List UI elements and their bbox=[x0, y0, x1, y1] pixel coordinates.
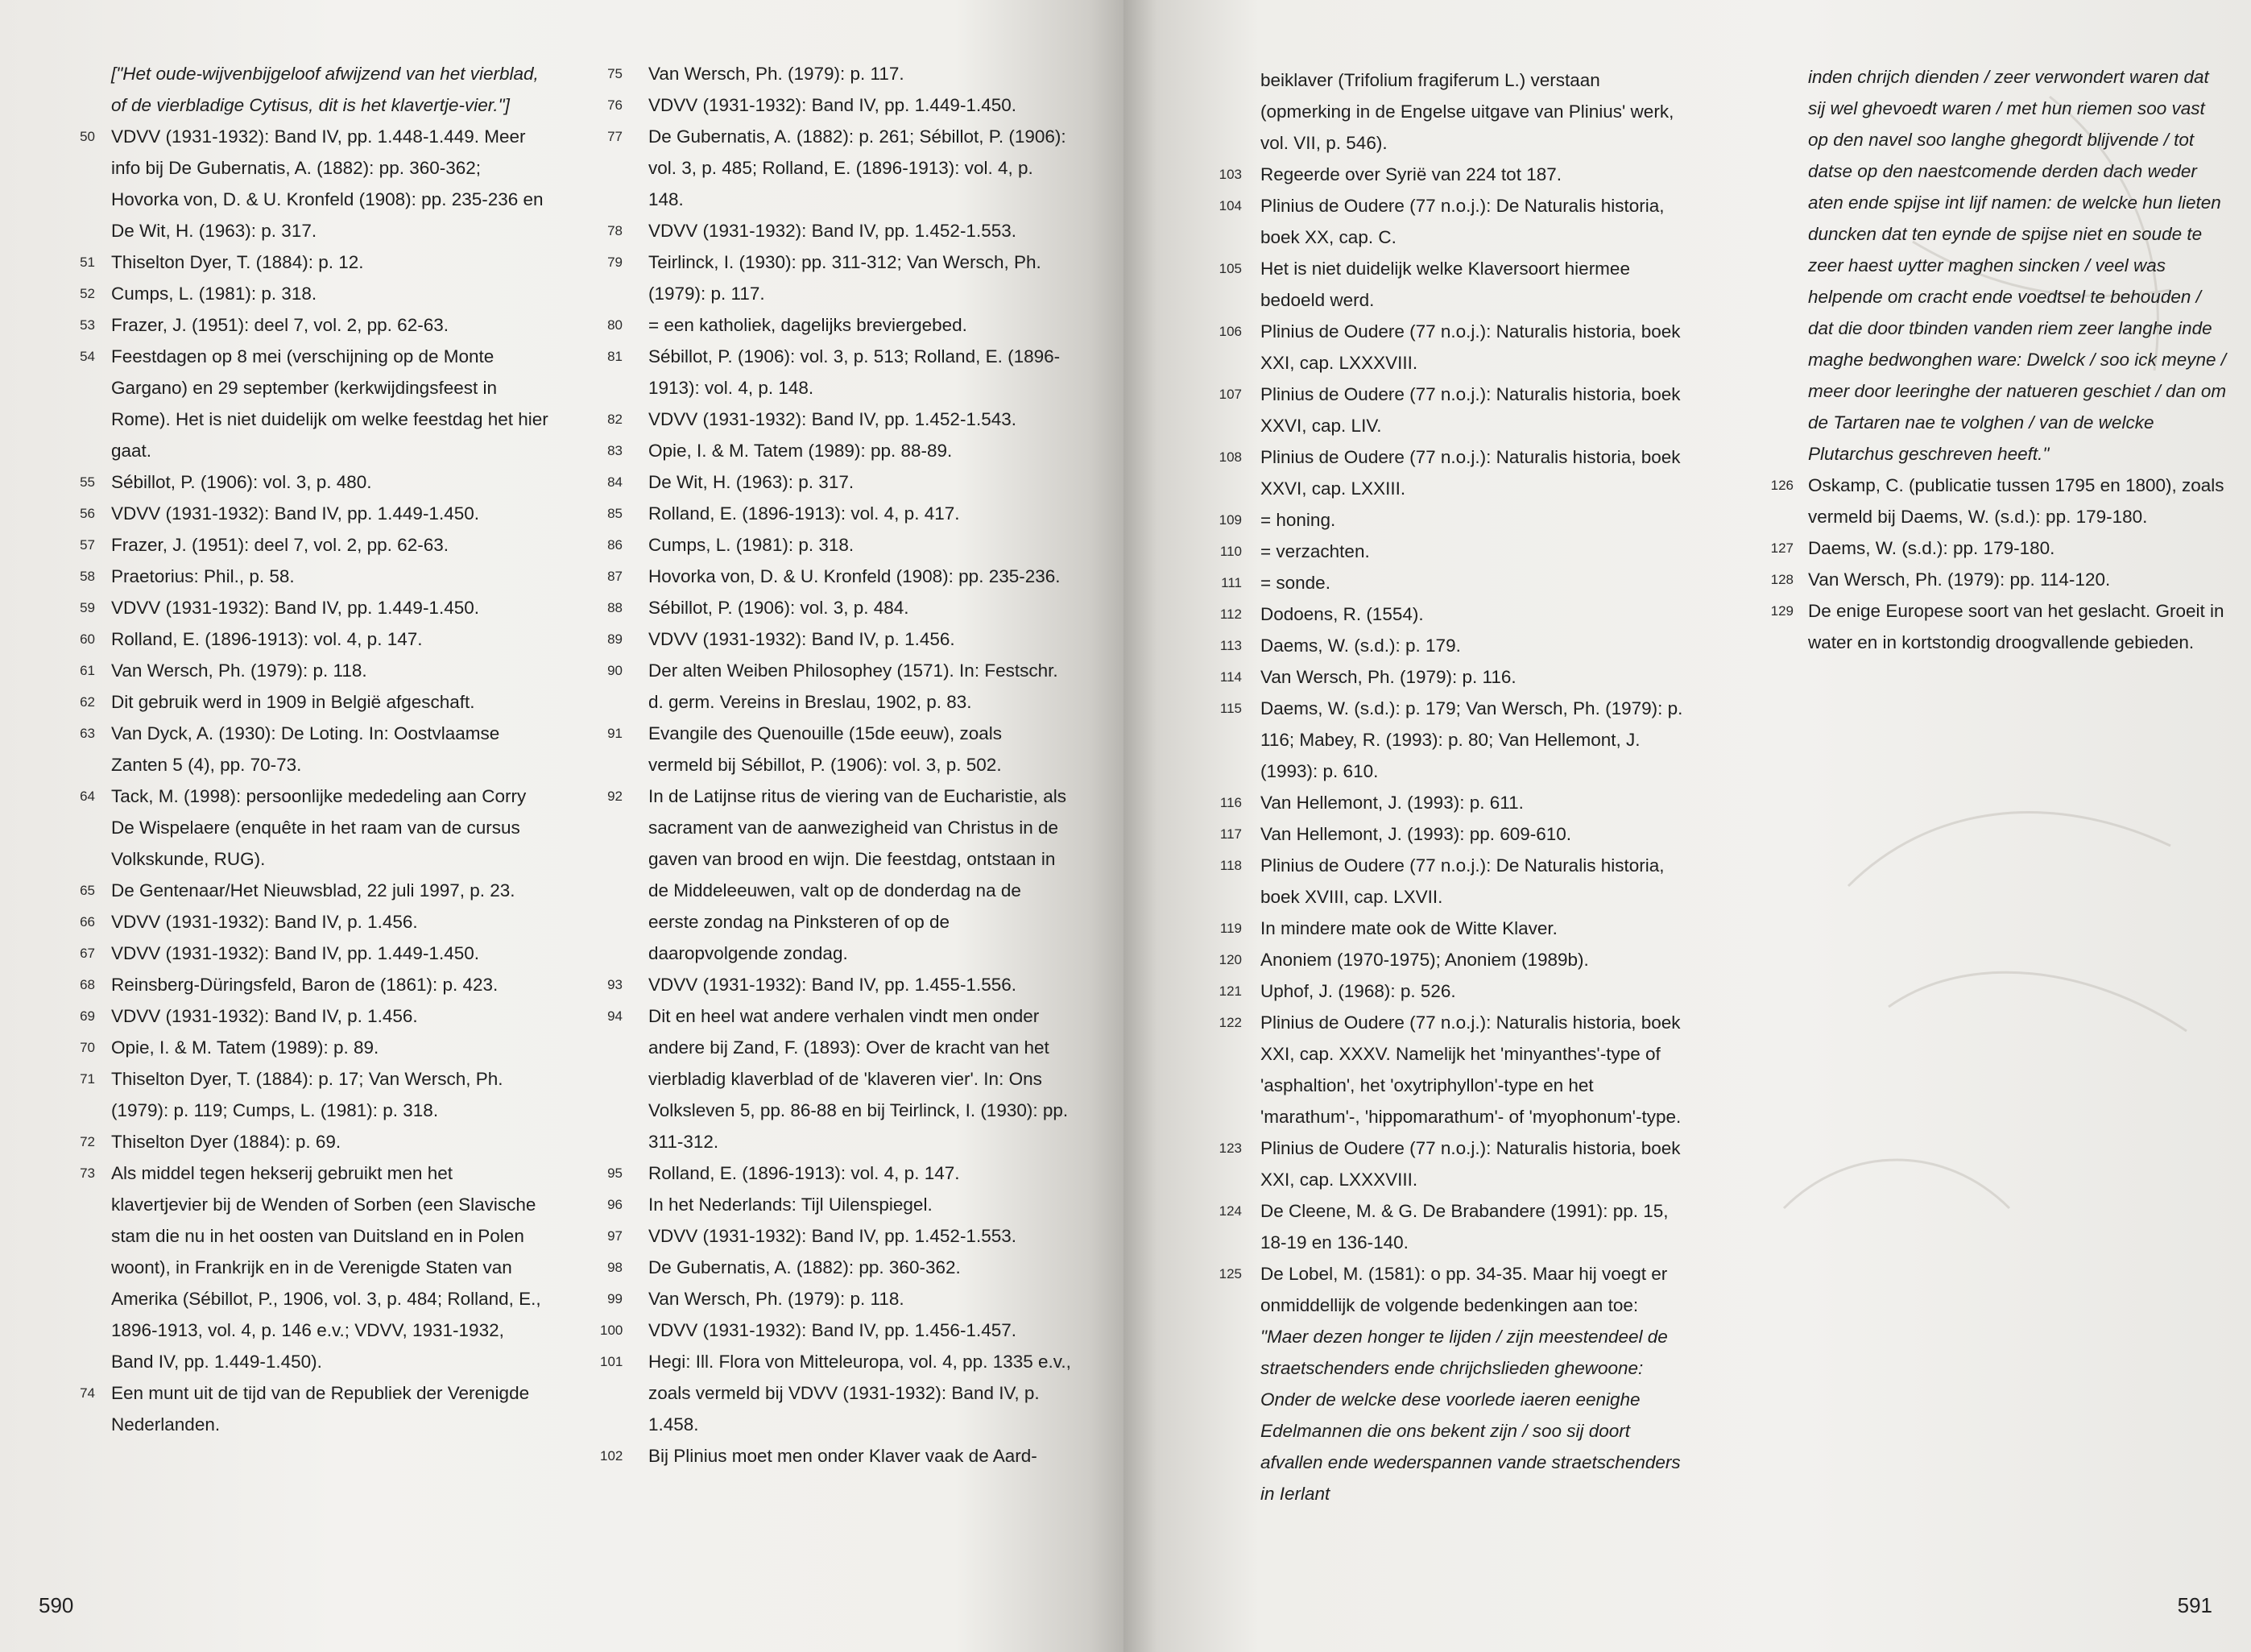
footnote-text: = sonde. bbox=[1260, 573, 1330, 593]
footnote bbox=[600, 592, 1071, 623]
footnote-text: VDVV (1931-1932): Band IV, pp. 1.448-1.449. Meer info bij De Gubernatis, A. (1882): pp. 360-362; Hovorka von, D. & U. Kronfeld (1908): pp. 235-236 en De Wit, H. (1963): p. 317. bbox=[111, 126, 544, 241]
footnote-text: De Cleene, M. & G. De Brabandere (1991): pp. 15, 18-19 en 136-140. bbox=[1260, 1201, 1669, 1252]
footnote-number: 107 bbox=[1219, 387, 1242, 402]
footnote-text: Plinius de Oudere (77 n.o.j.): De Naturalis historia, boek XVIII, cap. LXVII. bbox=[1260, 855, 1665, 907]
footnote-text: Plinius de Oudere (77 n.o.j.): Naturalis historia, boek XXI, cap. LXXXVIII. bbox=[1260, 321, 1681, 373]
footnote bbox=[74, 309, 549, 341]
footnote-number: 96 bbox=[607, 1197, 623, 1212]
footnote-text: Van Wersch, Ph. (1979): p. 116. bbox=[1260, 667, 1517, 687]
footnote-number: 125 bbox=[1219, 1266, 1242, 1281]
footnote bbox=[74, 938, 549, 969]
footnote-number: 86 bbox=[607, 537, 623, 553]
footnote-number: 64 bbox=[80, 789, 95, 804]
footnote bbox=[74, 780, 549, 875]
footnote bbox=[1216, 316, 1683, 379]
footnote bbox=[600, 121, 1071, 215]
footnote bbox=[74, 686, 549, 718]
footnote bbox=[1216, 379, 1683, 441]
footnote-text: Van Wersch, Ph. (1979): p. 118. bbox=[648, 1289, 904, 1309]
right-page bbox=[1123, 0, 2251, 1652]
footnote bbox=[1760, 595, 2227, 658]
footnote-number: 102 bbox=[600, 1448, 623, 1464]
footnote bbox=[74, 246, 549, 278]
footnote bbox=[74, 1063, 549, 1126]
footnote bbox=[600, 89, 1071, 121]
footnote-number: 90 bbox=[607, 663, 623, 678]
footnote-number: 63 bbox=[80, 726, 95, 741]
footnote-text: beiklaver (Trifolium fragiferum L.) verstaan (opmerking in de Engelse uitgave van Plinius' werk, vol. VII, p. 546). bbox=[1260, 70, 1674, 153]
footnote-text: ["Het oude-wijvenbijgeloof afwijzend van het vierblad, of de vierbladige Cytisus, dit is het klavertje-vier."] bbox=[111, 64, 539, 115]
footnote-text: Reinsberg-Düringsfeld, Baron de (1861): p. 423. bbox=[111, 975, 499, 995]
footnote bbox=[1216, 1258, 1683, 1321]
footnote-text: Plinius de Oudere (77 n.o.j.): De Naturalis historia, boek XX, cap. C. bbox=[1260, 196, 1665, 247]
footnote bbox=[600, 309, 1071, 341]
footnote-number: 128 bbox=[1770, 572, 1794, 587]
footnote-number: 51 bbox=[80, 255, 95, 270]
footnote-text: Uphof, J. (1968): p. 526. bbox=[1260, 981, 1456, 1001]
footnote-number: 62 bbox=[80, 694, 95, 710]
footnote-number: 78 bbox=[607, 223, 623, 238]
footnote bbox=[74, 341, 549, 466]
footnote bbox=[600, 1315, 1071, 1346]
footnote bbox=[1760, 564, 2227, 595]
footnote-number: 103 bbox=[1219, 167, 1242, 182]
footnote bbox=[1216, 1007, 1683, 1132]
footnote-text: Dodoens, R. (1554). bbox=[1260, 604, 1424, 624]
footnote-number: 112 bbox=[1219, 607, 1242, 622]
footnote-text: De Gubernatis, A. (1882): p. 261; Sébillot, P. (1906): vol. 3, p. 485; Rolland, E. (1896-1913): vol. 4, p. 148. bbox=[648, 126, 1066, 209]
footnote-text: De Gentenaar/Het Nieuwsblad, 22 juli 1997, p. 23. bbox=[111, 880, 515, 901]
footnote-number: 66 bbox=[80, 914, 95, 930]
footnote bbox=[74, 655, 549, 686]
footnote-text: Hovorka von, D. & U. Kronfeld (1908): pp. 235-236. bbox=[648, 566, 1061, 586]
footnote bbox=[600, 246, 1071, 309]
footnote-text: In de Latijnse ritus de viering van de Eucharistie, als sacrament van de aanwezigheid van Christus in de gaven van brood en wijn. Die feestdag, ontstaan in de Middeleeuwen, valt op de donderdag na de eerste zondag na Pinksteren of op de daaropvolgende zondag. bbox=[648, 786, 1067, 963]
footnote-text: Van Wersch, Ph. (1979): p. 118. bbox=[111, 660, 367, 681]
footnote bbox=[74, 1000, 549, 1032]
footnote bbox=[600, 655, 1071, 718]
footnote-text: "Maer dezen honger te lijden / zijn meestendeel de straetschenders ende chrijchslieden ghewoone: Onder de welcke dese voorlede iaeren eenighe Edelmannen die ons bekent zijn / soo sij doort afvallen ende wederspannen vande straetschenders in Ierlant bbox=[1260, 1327, 1681, 1504]
footnote bbox=[600, 780, 1071, 969]
footnote-text: Plinius de Oudere (77 n.o.j.): Naturalis historia, boek XXI, cap. LXXXVIII. bbox=[1260, 1138, 1681, 1190]
footnote-text: inden chrijch dienden / zeer verwondert waren dat sij wel ghevoedt waren / met hun riemen soo vast op den navel soo langhe ghegordt blijvende / tot datse op den naestcomende derden dach weder aten ende spijse int lijf namen: de welcke hun lieten duncken dat ten eynde de spijse niet en soude te zeer haest uytter maghen sincken / veel was helpende om cracht ende voedtsel te behouden / dat die door tbinden vanden riem zeer langhe inde maghe bedwonghen ware: Dwelck / soo ick meyne / meer door leeringhe der natueren geschiet / dan om de Tartaren nae te volghen / van de welcke Plutarchus geschreven heeft." bbox=[1808, 67, 2227, 464]
footnote bbox=[74, 1377, 549, 1440]
footnote-number: 53 bbox=[80, 317, 95, 333]
footnote bbox=[74, 498, 549, 529]
footnote-number: 110 bbox=[1219, 544, 1242, 559]
footnote-text: Opie, I. & M. Tatem (1989): p. 89. bbox=[111, 1037, 379, 1058]
footnote-number: 124 bbox=[1219, 1203, 1242, 1219]
footnote-number: 68 bbox=[80, 977, 95, 992]
footnote-text: De Gubernatis, A. (1882): pp. 360-362. bbox=[648, 1257, 961, 1277]
footnote bbox=[600, 215, 1071, 246]
footnote-number: 88 bbox=[607, 600, 623, 615]
footnote bbox=[600, 435, 1071, 466]
footnote-text: VDVV (1931-1932): Band IV, pp. 1.452-1.553. bbox=[648, 221, 1016, 241]
footnote-text: Opie, I. & M. Tatem (1989): pp. 88-89. bbox=[648, 441, 953, 461]
footnote bbox=[1216, 441, 1683, 504]
footnote-number: 59 bbox=[80, 600, 95, 615]
footnote-text: VDVV (1931-1932): Band IV, pp. 1.452-1.553. bbox=[648, 1226, 1016, 1246]
footnote-number: 123 bbox=[1219, 1141, 1242, 1156]
footnote-text: VDVV (1931-1932): Band IV, pp. 1.449-1.450. bbox=[111, 503, 479, 524]
footnote-number: 52 bbox=[80, 286, 95, 301]
footnote-number: 67 bbox=[80, 946, 95, 961]
footnote-text: Daems, W. (s.d.): p. 179; Van Wersch, Ph. (1979): p. 116; Mabey, R. (1993): p. 80; Van Hellemont, J. (1993): p. 610. bbox=[1260, 698, 1683, 781]
footnote bbox=[1216, 504, 1683, 536]
footnote bbox=[1216, 1132, 1683, 1195]
footnote bbox=[600, 969, 1071, 1000]
footnote-text: Thiselton Dyer, T. (1884): p. 12. bbox=[111, 252, 364, 272]
footnote bbox=[74, 1126, 549, 1157]
footnote-number: 129 bbox=[1770, 603, 1794, 619]
footnote-number: 121 bbox=[1219, 983, 1242, 999]
footnote-text: VDVV (1931-1932): Band IV, pp. 1.449-1.450. bbox=[648, 95, 1016, 115]
footnote bbox=[1216, 693, 1683, 787]
footnote bbox=[74, 906, 549, 938]
footnote bbox=[600, 1000, 1071, 1157]
footnote-text: VDVV (1931-1932): Band IV, p. 1.456. bbox=[111, 912, 418, 932]
footnote-number: 85 bbox=[607, 506, 623, 521]
footnote bbox=[1216, 1321, 1683, 1509]
footnote-number: 74 bbox=[80, 1385, 95, 1401]
footnote-number: 55 bbox=[80, 474, 95, 490]
footnote bbox=[1216, 536, 1683, 567]
footnote-text: Een munt uit de tijd van de Republiek der Verenigde Nederlanden. bbox=[111, 1383, 530, 1435]
left-page bbox=[0, 0, 1123, 1652]
footnote bbox=[1216, 913, 1683, 944]
footnote-text: Hegi: Ill. Flora von Mitteleuropa, vol. 4, pp. 1335 e.v., zoals vermeld bij VDVV (1931-1932): Band IV, p. 1.458. bbox=[648, 1352, 1071, 1435]
footnote bbox=[74, 561, 549, 592]
right-page-column-1 bbox=[1216, 64, 1683, 1509]
footnote bbox=[74, 1157, 549, 1377]
footnote-number: 72 bbox=[80, 1134, 95, 1149]
footnote-number: 58 bbox=[80, 569, 95, 584]
footnote bbox=[74, 875, 549, 906]
footnote-text: Der alten Weiben Philosophey (1571). In: Festschr. d. germ. Vereins in Breslau, 1902, p. 83. bbox=[648, 660, 1058, 712]
footnote bbox=[1760, 61, 2227, 470]
footnote-number: 83 bbox=[607, 443, 623, 458]
footnote-text: Rolland, E. (1896-1913): vol. 4, p. 147. bbox=[648, 1163, 960, 1183]
footnote-number: 108 bbox=[1219, 449, 1242, 465]
footnote-text: De Wit, H. (1963): p. 317. bbox=[648, 472, 854, 492]
footnote-text: = een katholiek, dagelijks breviergebed. bbox=[648, 315, 967, 335]
footnote-number: 126 bbox=[1770, 478, 1794, 493]
footnote-text: Plinius de Oudere (77 n.o.j.): Naturalis historia, boek XXI, cap. XXXV. Namelijk het 'minyanthes'-type of 'asphaltion', het 'oxytriphyllon'-type en het 'marathum'-, 'hippomarathum'- of 'myophonum'-type. bbox=[1260, 1012, 1682, 1127]
footnote bbox=[600, 718, 1071, 780]
footnote-number: 119 bbox=[1219, 921, 1242, 936]
footnote bbox=[600, 498, 1071, 529]
footnote bbox=[600, 1283, 1071, 1315]
footnote bbox=[74, 623, 549, 655]
footnote-number: 109 bbox=[1219, 512, 1242, 528]
footnote bbox=[600, 561, 1071, 592]
footnote-number: 50 bbox=[80, 129, 95, 144]
footnote bbox=[1216, 159, 1683, 190]
footnote bbox=[74, 1032, 549, 1063]
footnote-number: 101 bbox=[600, 1354, 623, 1369]
left-page-column-2 bbox=[600, 58, 1071, 1472]
footnote-number: 75 bbox=[607, 66, 623, 81]
footnote-text: Cumps, L. (1981): p. 318. bbox=[648, 535, 854, 555]
footnote-number: 111 bbox=[1221, 575, 1242, 590]
footnote-number: 98 bbox=[607, 1260, 623, 1275]
footnote-text: Teirlinck, I. (1930): pp. 311-312; Van Wersch, Ph. (1979): p. 117. bbox=[648, 252, 1041, 304]
footnote-text: Van Hellemont, J. (1993): p. 611. bbox=[1260, 793, 1524, 813]
footnote-number: 99 bbox=[607, 1291, 623, 1306]
footnote-number: 70 bbox=[80, 1040, 95, 1055]
footnote-text: Praetorius: Phil., p. 58. bbox=[111, 566, 295, 586]
footnote bbox=[1216, 661, 1683, 693]
footnote-number: 54 bbox=[80, 349, 95, 364]
footnote bbox=[600, 466, 1071, 498]
footnote-text: Frazer, J. (1951): deel 7, vol. 2, pp. 62-63. bbox=[111, 315, 449, 335]
footnote-number: 113 bbox=[1219, 638, 1242, 653]
footnote bbox=[1216, 253, 1683, 316]
footnote-number: 93 bbox=[607, 977, 623, 992]
footnote-text: De Lobel, M. (1581): o pp. 34-35. Maar hij voegt er onmiddellijk de volgende bedenkingen aan toe: bbox=[1260, 1264, 1668, 1315]
footnote-number: 105 bbox=[1219, 261, 1242, 276]
footnote-number: 100 bbox=[600, 1323, 623, 1338]
footnote-text: Sébillot, P. (1906): vol. 3, p. 484. bbox=[648, 598, 909, 618]
footnote-text: Van Wersch, Ph. (1979): p. 117. bbox=[648, 64, 904, 84]
footnote bbox=[74, 278, 549, 309]
footnote bbox=[1216, 975, 1683, 1007]
footnote-number: 122 bbox=[1219, 1015, 1242, 1030]
footnote-number: 87 bbox=[607, 569, 623, 584]
footnote-text: Het is niet duidelijk welke Klaversoort hiermee bedoeld werd. bbox=[1260, 259, 1630, 310]
footnote-number: 91 bbox=[607, 726, 623, 741]
footnote-text: Plinius de Oudere (77 n.o.j.): Naturalis historia, boek XXVI, cap. LIV. bbox=[1260, 384, 1681, 436]
footnote-number: 56 bbox=[80, 506, 95, 521]
footnote-text: In het Nederlands: Tijl Uilenspiegel. bbox=[648, 1194, 933, 1215]
footnote bbox=[600, 404, 1071, 435]
footnote bbox=[1216, 944, 1683, 975]
footnote bbox=[1216, 787, 1683, 818]
footnote-number: 77 bbox=[607, 129, 623, 144]
footnote-number: 116 bbox=[1219, 795, 1242, 810]
footnote bbox=[1216, 818, 1683, 850]
footnote bbox=[74, 529, 549, 561]
footnote bbox=[600, 1220, 1071, 1252]
footnote-text: Daems, W. (s.d.): pp. 179-180. bbox=[1808, 538, 2055, 558]
right-page-column-2 bbox=[1760, 61, 2227, 658]
footnote bbox=[74, 718, 549, 780]
footnote bbox=[74, 969, 549, 1000]
footnote-text: VDVV (1931-1932): Band IV, pp. 1.449-1.450. bbox=[111, 943, 479, 963]
footnote-text: Tack, M. (1998): persoonlijke mededeling aan Corry De Wispelaere (enquête in het raam van de cursus Volkskunde, RUG). bbox=[111, 786, 527, 869]
footnote bbox=[1216, 1195, 1683, 1258]
footnote-number: 94 bbox=[607, 1008, 623, 1024]
page-number-left: 590 bbox=[39, 1593, 74, 1617]
footnote-number: 79 bbox=[607, 255, 623, 270]
footnote-number: 89 bbox=[607, 631, 623, 647]
footnote-text: VDVV (1931-1932): Band IV, p. 1.456. bbox=[648, 629, 955, 649]
footnote bbox=[1216, 598, 1683, 630]
footnote bbox=[600, 1252, 1071, 1283]
footnote-number: 97 bbox=[607, 1228, 623, 1244]
footnote-number: 82 bbox=[607, 412, 623, 427]
footnote-text: Bij Plinius moet men onder Klaver vaak de Aard- bbox=[648, 1446, 1037, 1466]
footnote-number: 117 bbox=[1219, 826, 1242, 842]
footnote-text: Regeerde over Syrië van 224 tot 187. bbox=[1260, 164, 1562, 184]
footnote bbox=[600, 58, 1071, 89]
footnote bbox=[1760, 470, 2227, 532]
footnote-number: 120 bbox=[1219, 952, 1242, 967]
footnote bbox=[600, 1157, 1071, 1189]
footnote-text: De enige Europese soort van het geslacht. Groeit in water en in kortstondig droogvallende gebieden. bbox=[1808, 601, 2224, 652]
footnote-number: 114 bbox=[1219, 669, 1242, 685]
footnote-number: 71 bbox=[80, 1071, 95, 1087]
footnote-text: VDVV (1931-1932): Band IV, pp. 1.452-1.543. bbox=[648, 409, 1016, 429]
footnote-number: 65 bbox=[80, 883, 95, 898]
footnote-text: Cumps, L. (1981): p. 318. bbox=[111, 284, 317, 304]
footnote-number: 81 bbox=[607, 349, 623, 364]
footnote bbox=[74, 466, 549, 498]
footnote-text: Sébillot, P. (1906): vol. 3, p. 513; Rolland, E. (1896-1913): vol. 4, p. 148. bbox=[648, 346, 1061, 398]
footnote-text: Dit gebruik werd in 1909 in België afgeschaft. bbox=[111, 692, 475, 712]
footnote-text: VDVV (1931-1932): Band IV, pp. 1.456-1.457. bbox=[648, 1320, 1016, 1340]
footnote bbox=[600, 529, 1071, 561]
footnote bbox=[1216, 850, 1683, 913]
footnote-number: 73 bbox=[80, 1166, 95, 1181]
footnote-text: Frazer, J. (1951): deel 7, vol. 2, pp. 62-63. bbox=[111, 535, 449, 555]
footnote-number: 106 bbox=[1219, 324, 1242, 339]
footnote-text: Rolland, E. (1896-1913): vol. 4, p. 417. bbox=[648, 503, 960, 524]
footnote-text: Evangile des Quenouille (15de eeuw), zoals vermeld bij Sébillot, P. (1906): vol. 3, p. 502. bbox=[648, 723, 1003, 775]
footnote-text: = verzachten. bbox=[1260, 541, 1370, 561]
footnote bbox=[600, 1189, 1071, 1220]
footnote bbox=[1216, 630, 1683, 661]
footnote-text: Sébillot, P. (1906): vol. 3, p. 480. bbox=[111, 472, 372, 492]
footnote bbox=[600, 623, 1071, 655]
footnote bbox=[600, 341, 1071, 404]
footnote-text: Van Hellemont, J. (1993): pp. 609-610. bbox=[1260, 824, 1572, 844]
footnote bbox=[600, 1440, 1071, 1472]
footnote-number: 118 bbox=[1219, 858, 1242, 873]
footnote-text: Van Dyck, A. (1930): De Loting. In: Oostvlaamse Zanten 5 (4), pp. 70-73. bbox=[111, 723, 500, 775]
footnote bbox=[74, 121, 549, 246]
footnote-text: Anoniem (1970-1975); Anoniem (1989b). bbox=[1260, 950, 1589, 970]
page-number-right: 591 bbox=[2177, 1593, 2212, 1617]
footnote-text: Plinius de Oudere (77 n.o.j.): Naturalis historia, boek XXVI, cap. LXXIII. bbox=[1260, 447, 1681, 499]
left-page-column-1 bbox=[74, 58, 549, 1440]
footnote bbox=[74, 58, 549, 121]
footnote-text: Daems, W. (s.d.): p. 179. bbox=[1260, 636, 1461, 656]
footnote-text: Van Wersch, Ph. (1979): pp. 114-120. bbox=[1808, 569, 2111, 590]
footnote-text: Dit en heel wat andere verhalen vindt men onder andere bij Zand, F. (1893): Over de kracht van het vierbladig klaverblad of de 'klaveren vier'. In: Ons Volksleven 5, pp. 86-88 en bij Teirlinck, I. (1930): pp. 311-312. bbox=[648, 1006, 1069, 1152]
footnote-text: Thiselton Dyer, T. (1884): p. 17; Van Wersch, Ph. (1979): p. 119; Cumps, L. (1981): p. 318. bbox=[111, 1069, 503, 1120]
footnote-number: 69 bbox=[80, 1008, 95, 1024]
footnote-number: 60 bbox=[80, 631, 95, 647]
footnote-text: VDVV (1931-1932): Band IV, pp. 1.455-1.556. bbox=[648, 975, 1016, 995]
footnote-number: 80 bbox=[607, 317, 623, 333]
footnote bbox=[1216, 190, 1683, 253]
footnote-number: 84 bbox=[607, 474, 623, 490]
footnote-number: 127 bbox=[1770, 540, 1794, 556]
footnote-number: 115 bbox=[1219, 701, 1242, 716]
footnote-number: 95 bbox=[607, 1166, 623, 1181]
footnote-text: Rolland, E. (1896-1913): vol. 4, p. 147. bbox=[111, 629, 423, 649]
footnote-text: Feestdagen op 8 mei (verschijning op de Monte Gargano) en 29 september (kerkwijdingsfeest in Rome). Het is niet duidelijk om welke feestdag het hier gaat. bbox=[111, 346, 548, 461]
footnote-number: 92 bbox=[607, 789, 623, 804]
footnote-text: = honing. bbox=[1260, 510, 1336, 530]
footnote-number: 61 bbox=[80, 663, 95, 678]
footnote bbox=[1216, 567, 1683, 598]
footnote-number: 76 bbox=[607, 97, 623, 113]
footnote-text: In mindere mate ook de Witte Klaver. bbox=[1260, 918, 1558, 938]
footnote bbox=[74, 592, 549, 623]
footnote-text: Thiselton Dyer (1884): p. 69. bbox=[111, 1132, 341, 1152]
footnote bbox=[1760, 532, 2227, 564]
footnote-text: Als middel tegen hekserij gebruikt men het klavertjevier bij de Wenden of Sorben (een Slavische stam die nu in het oosten van Duitsland en in Polen woont), in Frankrijk en in de Verenigde Staten van Amerika (Sébillot, P., 1906, vol. 3, p. 484; Rolland, E., 1896-1913, vol. 4, p. 146 e.v.; VDVV, 1931-1932, Band IV, pp. 1.449-1.450). bbox=[111, 1163, 541, 1372]
footnote-text: Oskamp, C. (publicatie tussen 1795 en 1800), zoals vermeld bij Daems, W. (s.d.): pp. 179-180. bbox=[1808, 475, 2224, 527]
footnote bbox=[1216, 64, 1683, 159]
footnote-text: VDVV (1931-1932): Band IV, pp. 1.449-1.450. bbox=[111, 598, 479, 618]
footnote bbox=[600, 1346, 1071, 1440]
footnote-number: 104 bbox=[1219, 198, 1242, 213]
footnote-text: VDVV (1931-1932): Band IV, p. 1.456. bbox=[111, 1006, 418, 1026]
footnote-number: 57 bbox=[80, 537, 95, 553]
